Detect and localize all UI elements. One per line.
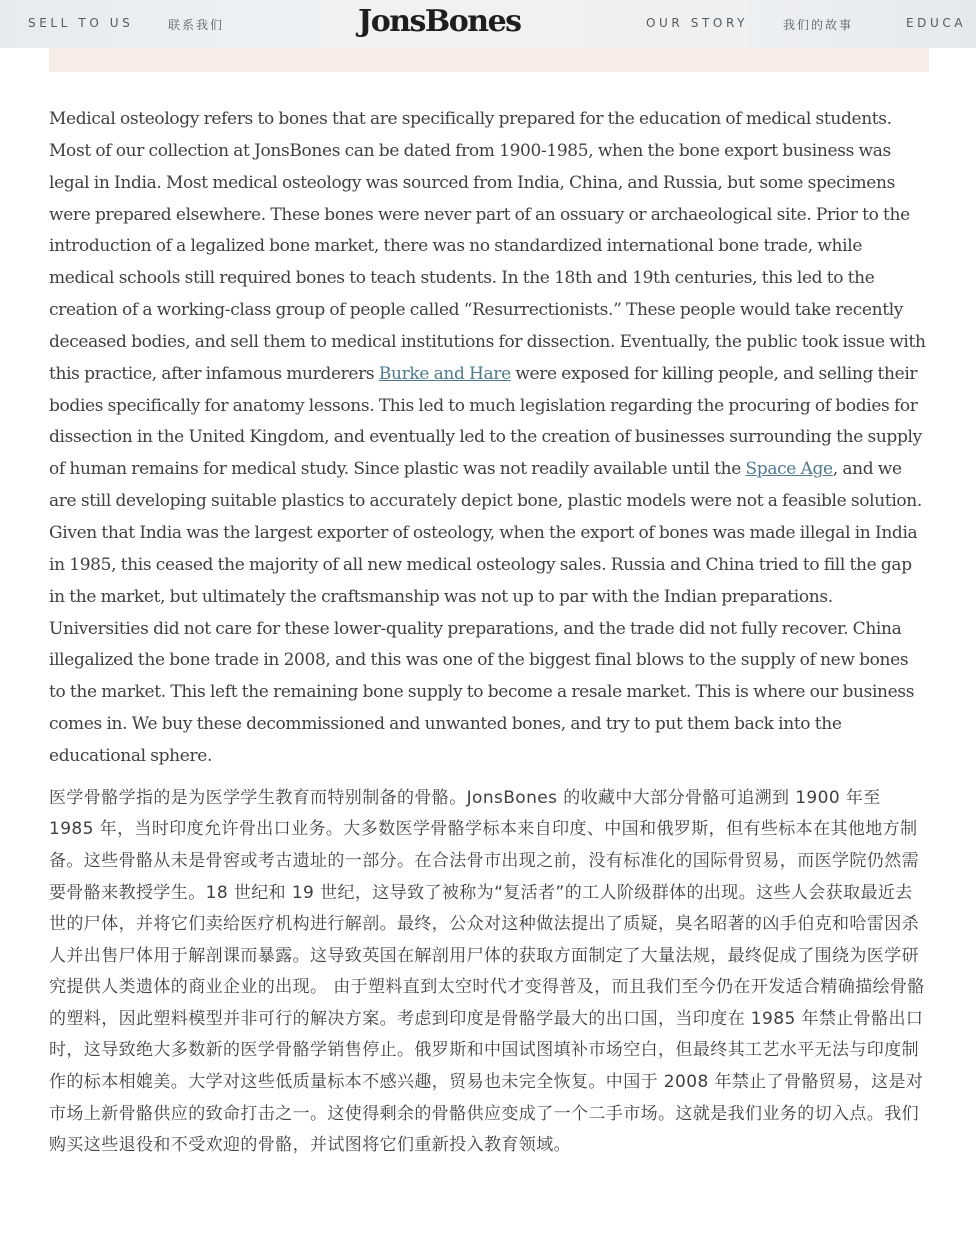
article-body [49, 104, 929, 1162]
english-paragraph [49, 104, 929, 773]
nav-contact-us-zh[interactable]: 联系我们 [168, 18, 225, 32]
nav-our-story[interactable]: OUR STORY [646, 16, 749, 30]
nav-our-story-zh[interactable]: 我们的故事 [783, 18, 854, 32]
site-logo[interactable]: JonsBones [358, 4, 521, 39]
english-text-part3: , and we are still developing suitable plastics to accurately depict bone, plastic models were not a feasible solution. Given that India was the largest exporter of osteology, when the export of bones was made illegal in India in 1985, this ceased the majority of all new medical osteology sales. Russia and China tried to fill the gap in the market, but ultimately the craftsmanship was not up to par with the Indian preparations. Universities did not care for these lower-quality preparations, and the trade did not fully recover. China illegalized the bone trade in 2008, and this was one of the biggest final blows to the supply of new bones to the market. This left the remaining bone supply to become a resale market. This is where our business comes in. We buy these decommissioned and unwanted bones, and try to put them back into the educational sphere. [49, 459, 922, 766]
site-header [0, 0, 976, 48]
nav-sell-to-us[interactable]: SELL TO US [28, 16, 134, 30]
english-text-part1: Medical osteology refers to bones that are specifically prepared for the education of medical students. Most of our collection at JonsBones can be dated from 1900-1985, when the bone export business was legal in India. Most medical osteology was sourced from India, China, and Russia, but some specimens were prepared elsewhere. These bones were never part of an ossuary or archaeological site. Prior to the introduction of a legalized bone market, there was no standardized international bone trade, while medical schools still required bones to teach students. In the 18th and 19th centuries, this led to the creation of a working-class group of people called “Resurrectionists.” These people would take recently deceased bodies, and sell them to medical institutions for dissection. Eventually, the public took issue with this practice, after infamous murderers [49, 109, 926, 384]
nav-education[interactable]: EDUCA [906, 16, 967, 30]
hero-image-bottom [49, 48, 929, 72]
space-age-link[interactable]: Space Age [745, 459, 833, 480]
chinese-paragraph: 医学骨骼学指的是为医学学生教育而特别制备的骨骼。JonsBones 的收藏中大部分骨骼可追溯到 1900 年至 1985 年，当时印度允许骨出口业务。大多数医学骨骼学标本来自印度、中国和俄罗斯，但有些标本在其他地方制备。这些骨骼从未是骨窖或考古遗址的一部分。在合法骨市出现之前，没有标准化的国际骨贸易，而医学院仍然需要骨骼来教授学生。18 世纪和 19 世纪，这导致了被称为“复活者”的工人阶级群体的出现。这些人会获取最近去世的尸体，并将它们卖给医疗机构进行解剖。最终，公众对这种做法提出了质疑，臭名昭著的凶手伯克和哈雷因杀人并出售尸体用于解剖课而暴露。这导致英国在解剖用尸体的获取方面制定了大量法规，最终促成了围绕为医学研究提供人类遗体的商业企业的出现。 由于塑料直到太空时代才变得普及，而且我们至今仍在开发适合精确描绘骨骼的塑料，因此塑料模型并非可行的解决方案。考虑到印度是骨骼学最大的出口国，当印度在 1985 年禁止骨骼出口时，这导致绝大多数新的医学骨骼学销售停止。俄罗斯和中国试图填补市场空白，但最终其工艺水平无法与印度制作的标本相媲美。大学对这些低质量标本不感兴趣，贸易也未完全恢复。中国于 2008 年禁止了骨骼贸易，这是对市场上新骨骼供应的致命打击之一。这使得剩余的骨骼供应变成了一个二手市场。这就是我们业务的切入点。我们购买这些退役和不受欢迎的骨骼，并试图将它们重新投入教育领域。 [49, 787, 925, 1156]
english-text-part2: were exposed for killing people, and selling their bodies specifically for anatomy lessons. This led to much legislation regarding the procuring of bodies for dissection in the United Kingdom, and eventually led to the creation of businesses surrounding the supply of human remains for medical study. Since plastic was not readily available until the [49, 363, 922, 480]
burke-and-hare-link[interactable]: Burke and Hare [378, 363, 511, 384]
